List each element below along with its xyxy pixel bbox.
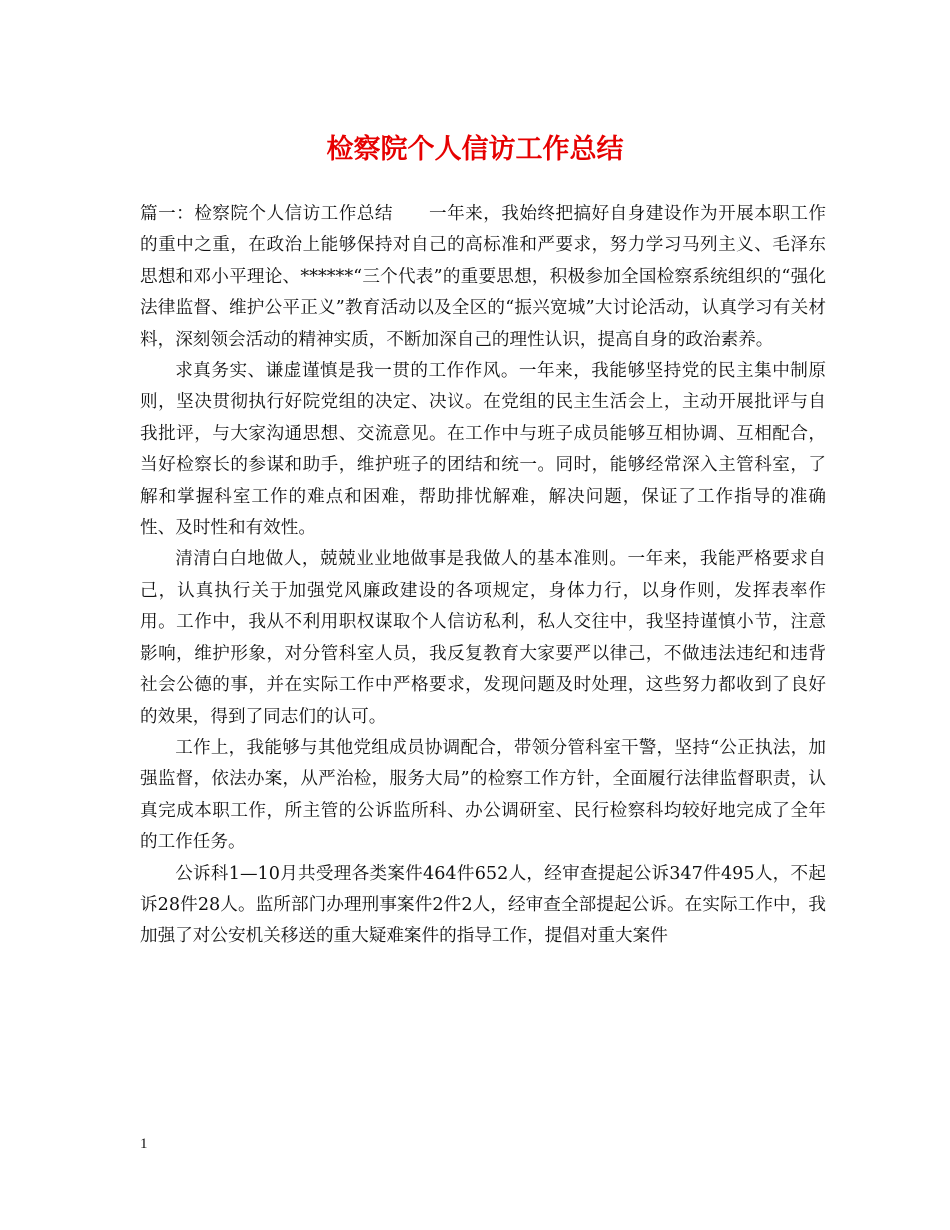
paragraph-5: 公诉科1—10月共受理各类案件464件652人，经审查提起公诉347件495人，不起诉28件28人。监所部门办理刑事案件2件2人，经审查全部提起公诉。在实际工作中，我加强了对公安机关移送的重大疑难案件的指导工作，提倡对重大案件	[140, 863, 826, 947]
document-title: 检察院个人信访工作总结	[326, 134, 624, 165]
paragraph-2: 求真务实、谦虚谨慎是我一贯的工作作风。一年来，我能够坚持党的民主集中制原则，坚决贯彻执行好院党组的决定、决议。在党组的民主生活会上，主动开展批评与自我批评，与大家沟通思想、交流意见。在工作中与班子成员能够互相协调、互相配合，当好检察长的参谋和助手，维护班子的团结和统一。同时，能够经常深入主管科室，了解和掌握科室工作的难点和困难，帮助排忧解难，解决问题，保证了工作指导的准确性、及时性和有效性。	[140, 361, 826, 539]
document-body	[140, 199, 826, 953]
paragraph-1: 篇一：检察院个人信访工作总结 一年来，我始终把搞好自身建设作为开展本职工作的重中之重，在政治上能够保持对自己的高标准和严要求，努力学习马列主义、毛泽东思想和邓小平理论、******“三个代表”的重要思想，积极参加全国检察系统组织的“强化法律监督、维护公平正义”教育活动以及全区的“振兴宽城”大讨论活动，认真学习有关材料，深刻领会活动的精神实质，不断加深自己的理性认识，提高自身的政治素养。	[140, 204, 826, 350]
paragraph-4: 工作上，我能够与其他党组成员协调配合，带领分管科室干警，坚持“公正执法，加强监督，依法办案，从严治检，服务大局”的检察工作方针，全面履行法律监督职责，认真完成本职工作，所主管的公诉监所科、办公调研室、民行检察科均较好地完成了全年的工作任务。	[140, 737, 826, 853]
paragraph-3: 清清白白地做人，兢兢业业地做事是我做人的基本准则。一年来，我能严格要求自己，认真执行关于加强党风廉政建设的各项规定，身体力行，以身作则，发挥表率作用。工作中，我从不利用职权谋取个人信访私利，私人交往中，我坚持谨慎小节，注意影响，维护形象，对分管科室人员，我反复教育大家要严以律己，不做违法违纪和违背社会公德的事，并在实际工作中严格要求，发现问题及时处理，这些努力都收到了良好的效果，得到了同志们的认可。	[140, 549, 826, 727]
page-number: 1	[140, 1136, 148, 1152]
